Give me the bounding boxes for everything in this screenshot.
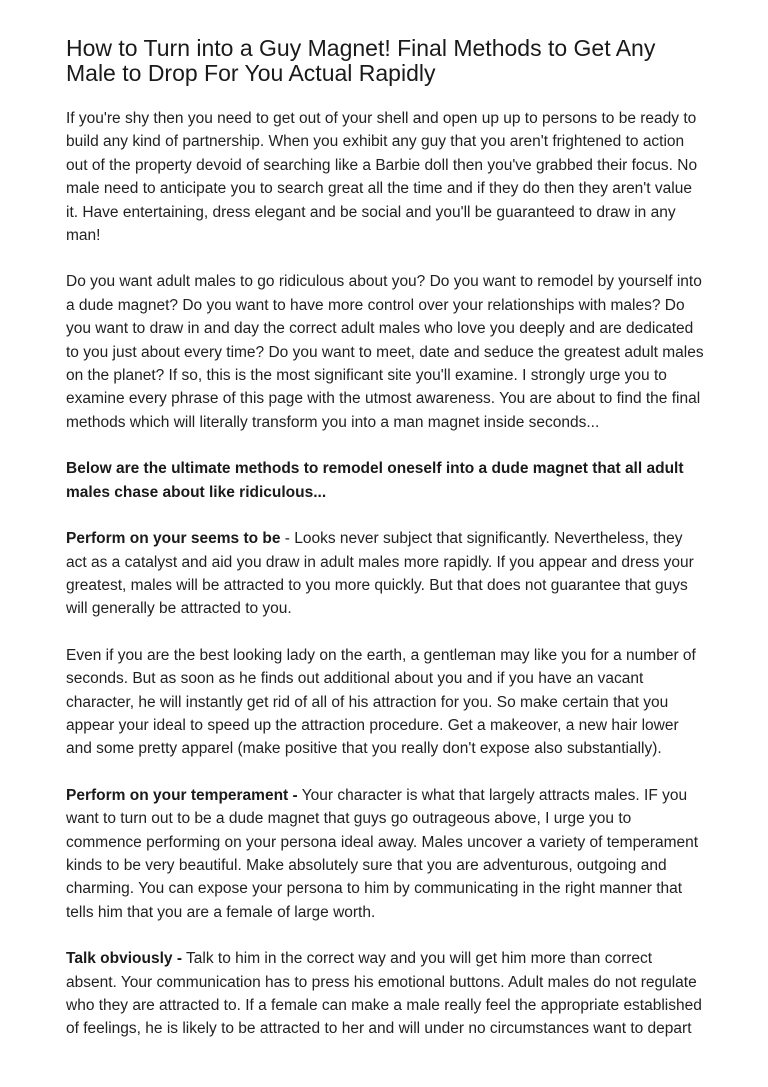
paragraph-talk-lead: Talk obviously - [66,950,182,968]
paragraph-temperament-text: Your character is what that largely attracts males. IF you want to turn out to be a dude magnet that guys go outrageous above, I urge you to commence performing on your persona ideal away. Males uncover a variety of temperament kinds to be very beautiful. Make absolutely sure that you are adventurous, outgoing and charming. You can expose your persona to him by communicating in the right manner that tells him that you are a female of large worth. [66,786,699,921]
paragraph-looks [66,527,706,621]
paragraph-best-looking-text: Even if you are the best looking lady on the earth, a gentleman may like you for a number of seconds. But as soon as he finds out additional about you and if you have an vacant character, he will instantly get rid of all of his attraction for you. So make certain that you appear your ideal to speed up the attraction procedure. Get a makeover, a new hair lower and some pretty apparel (make positive that you really don't expose also substantially). [66,646,696,758]
paragraph-methods-heading-lead: Below are the ultimate methods to remodel oneself into a dude magnet that all adult males chase about like ridiculous... [66,460,684,501]
paragraph-best-looking [66,644,706,761]
paragraph-shyness-text: If you're shy then you need to get out of your shell and open up up to persons to be ready to build any kind of partnership. When you exhibit any guy that you aren't frightened to action out of the property devoid of searching like a Barbie doll then you've grabbed their focus. No male need to anticipate you to search great all the time and if they do then they aren't value it. Have entertaining, dress elegant and be social and you'll be guaranteed to draw in any man! [66,110,698,245]
paragraph-shyness [66,107,706,247]
page-title: How to Turn into a Guy Magnet! Final Methods to Get Any Male to Drop For You Actual Rapidly [66,35,656,86]
paragraph-looks-lead: Perform on your seems to be [66,530,281,548]
paragraph-methods-heading [66,457,706,504]
paragraph-questions-text: Do you want adult males to go ridiculous about you? Do you want to remodel by yourself into a dude magnet? Do you want to have more control over your relationships with males? Do you want to draw in and day the correct adult males who love you deeply and are dedicated to you just about every time? Do you want to meet, date and seduce the greatest adult males on the planet? If so, this is the most significant site you'll examine. I strongly urge you to examine every phrase of this page with the utmost awareness. You are about to find the final methods which will literally transform you into a man magnet inside seconds... [66,273,704,431]
paragraph-temperament-lead: Perform on your temperament - [66,786,298,804]
paragraph-looks-text: - Looks never subject that significantly. Nevertheless, they act as a catalyst and aid you draw in adult males more rapidly. If you appear and dress your greatest, males will be attracted to you more quickly. But that does not guarantee that guys will generally be attracted to you. [66,530,694,618]
paragraph-temperament [66,784,706,924]
paragraph-questions [66,270,706,434]
paragraph-talk [66,947,706,1041]
paragraph-talk-text: Talk to him in the correct way and you will get him more than correct absent. Your communication has to press his emotional buttons. Adult males do not regulate who they are attracted to. If a female can make a male really feel the appropriate established of feelings, he is likely to be attracted to her and will under no circumstances want to depart [66,950,702,1038]
